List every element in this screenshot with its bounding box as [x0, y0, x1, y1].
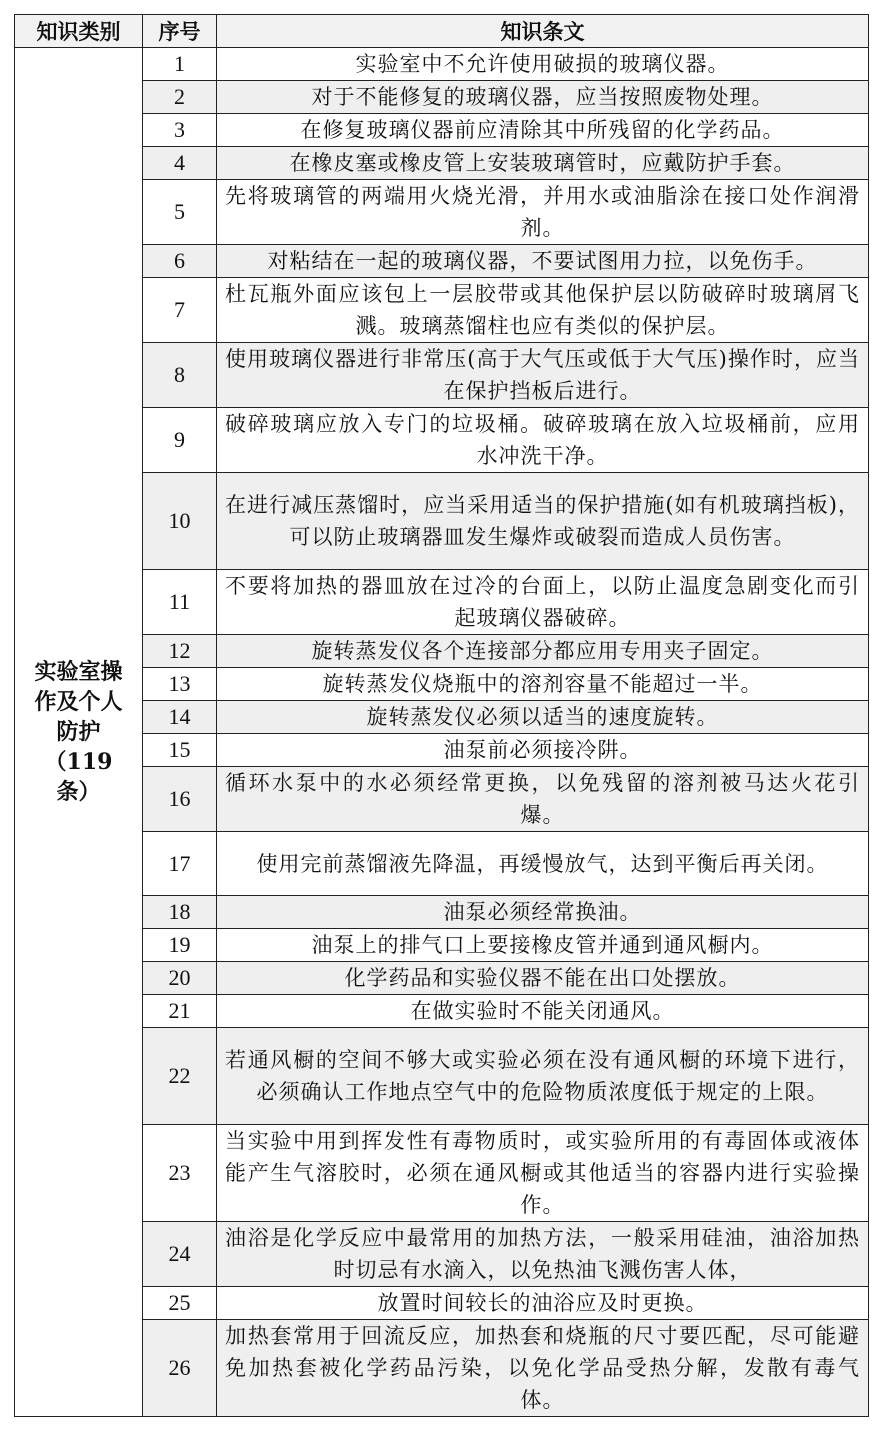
- row-index: 17: [143, 832, 217, 896]
- row-text: 使用完前蒸馏液先降温，再缓慢放气，达到平衡后再关闭。: [217, 832, 869, 896]
- table-row: [15, 929, 869, 962]
- table-row: [15, 1287, 869, 1320]
- row-index: 4: [143, 147, 217, 180]
- row-index: 14: [143, 701, 217, 734]
- row-text: 若通风橱的空间不够大或实验必须在没有通风橱的环境下进行，必须确认工作地点空气中的危险物质浓度低于规定的上限。: [217, 1028, 869, 1125]
- header-index: 序号: [143, 15, 217, 48]
- knowledge-table: [14, 14, 869, 1417]
- table-body: [15, 48, 869, 1417]
- row-index: 5: [143, 180, 217, 245]
- row-text: 油泵必须经常换油。: [217, 896, 869, 929]
- row-text: 循环水泵中的水必须经常更换，以免残留的溶剂被马达火花引爆。: [217, 767, 869, 832]
- row-index: 8: [143, 343, 217, 408]
- table-row: [15, 473, 869, 570]
- row-index: 24: [143, 1222, 217, 1287]
- row-index: 9: [143, 408, 217, 473]
- table-row: [15, 114, 869, 147]
- row-text: 不要将加热的器皿放在过冷的台面上，以防止温度急剧变化而引起玻璃仪器破碎。: [217, 570, 869, 635]
- category-cell: [15, 48, 143, 1417]
- row-text: 破碎玻璃应放入专门的垃圾桶。破碎玻璃在放入垃圾桶前，应用水冲洗干净。: [217, 408, 869, 473]
- row-text: 在修复玻璃仪器前应清除其中所残留的化学药品。: [217, 114, 869, 147]
- row-index: 15: [143, 734, 217, 767]
- category-line1: 实验室操: [34, 659, 123, 685]
- table-row: [15, 767, 869, 832]
- row-index: 6: [143, 245, 217, 278]
- table-row: [15, 896, 869, 929]
- row-index: 16: [143, 767, 217, 832]
- row-text: 油泵上的排气口上要接橡皮管并通到通风橱内。: [217, 929, 869, 962]
- row-text: 在做实验时不能关闭通风。: [217, 995, 869, 1028]
- header-content: 知识条文: [217, 15, 869, 48]
- row-text: 放置时间较长的油浴应及时更换。: [217, 1287, 869, 1320]
- table-row: [15, 570, 869, 635]
- row-text: 当实验中用到挥发性有毒物质时，或实验所用的有毒固体或液体能产生气溶胶时，必须在通风橱或其他适当的容器内进行实验操作。: [217, 1125, 869, 1222]
- row-index: 26: [143, 1320, 217, 1417]
- table-row: [15, 832, 869, 896]
- row-index: 19: [143, 929, 217, 962]
- row-index: 10: [143, 473, 217, 570]
- row-text: 在橡皮塞或橡皮管上安装玻璃管时，应戴防护手套。: [217, 147, 869, 180]
- row-text: 化学药品和实验仪器不能在出口处摆放。: [217, 962, 869, 995]
- row-text: 使用玻璃仪器进行非常压(高于大气压或低于大气压)操作时，应当在保护挡板后进行。: [217, 343, 869, 408]
- row-index: 20: [143, 962, 217, 995]
- row-text: 旋转蒸发仪各个连接部分都应用专用夹子固定。: [217, 635, 869, 668]
- row-text: 对于不能修复的玻璃仪器，应当按照废物处理。: [217, 81, 869, 114]
- table-row: [15, 668, 869, 701]
- table-row: [15, 48, 869, 81]
- table-row: [15, 1320, 869, 1417]
- table-row: [15, 1125, 869, 1222]
- category-line4: （119: [44, 749, 113, 775]
- table-row: [15, 734, 869, 767]
- row-text: 油浴是化学反应中最常用的加热方法，一般采用硅油，油浴加热时切忌有水滴入，以免热油飞溅伤害人体，: [217, 1222, 869, 1287]
- row-index: 12: [143, 635, 217, 668]
- category-line3: 防护: [56, 719, 101, 745]
- row-text: 旋转蒸发仪烧瓶中的溶剂容量不能超过一半。: [217, 668, 869, 701]
- table-row: [15, 81, 869, 114]
- table-header-row: [15, 15, 869, 48]
- table-row: [15, 245, 869, 278]
- table-row: [15, 1028, 869, 1125]
- row-text: 实验室中不允许使用破损的玻璃仪器。: [217, 48, 869, 81]
- row-text: 对粘结在一起的玻璃仪器，不要试图用力拉，以免伤手。: [217, 245, 869, 278]
- category-line5: 条）: [56, 779, 101, 805]
- row-text: 在进行减压蒸馏时，应当采用适当的保护措施(如有机玻璃挡板)，可以防止玻璃器皿发生爆炸或破裂而造成人员伤害。: [217, 473, 869, 570]
- row-index: 2: [143, 81, 217, 114]
- table-row: [15, 635, 869, 668]
- table-row: [15, 995, 869, 1028]
- row-index: 25: [143, 1287, 217, 1320]
- table-row: [15, 408, 869, 473]
- row-index: 1: [143, 48, 217, 81]
- table-row: [15, 962, 869, 995]
- row-text: 旋转蒸发仪必须以适当的速度旋转。: [217, 701, 869, 734]
- row-index: 22: [143, 1028, 217, 1125]
- table-row: [15, 278, 869, 343]
- row-index: 11: [143, 570, 217, 635]
- table-row: [15, 180, 869, 245]
- row-index: 7: [143, 278, 217, 343]
- row-index: 23: [143, 1125, 217, 1222]
- row-text: 加热套常用于回流反应，加热套和烧瓶的尺寸要匹配，尽可能避免加热套被化学药品污染，以免化学品受热分解，发散有毒气体。: [217, 1320, 869, 1417]
- header-category: 知识类别: [15, 15, 143, 48]
- row-text: 杜瓦瓶外面应该包上一层胶带或其他保护层以防破碎时玻璃屑飞溅。玻璃蒸馏柱也应有类似的保护层。: [217, 278, 869, 343]
- table-row: [15, 701, 869, 734]
- row-index: 18: [143, 896, 217, 929]
- table-row: [15, 1222, 869, 1287]
- table-row: [15, 147, 869, 180]
- row-index: 3: [143, 114, 217, 147]
- row-index: 21: [143, 995, 217, 1028]
- table-row: [15, 343, 869, 408]
- row-text: 先将玻璃管的两端用火烧光滑，并用水或油脂涂在接口处作润滑剂。: [217, 180, 869, 245]
- category-line2: 作及个人: [34, 689, 123, 715]
- row-index: 13: [143, 668, 217, 701]
- row-text: 油泵前必须接冷阱。: [217, 734, 869, 767]
